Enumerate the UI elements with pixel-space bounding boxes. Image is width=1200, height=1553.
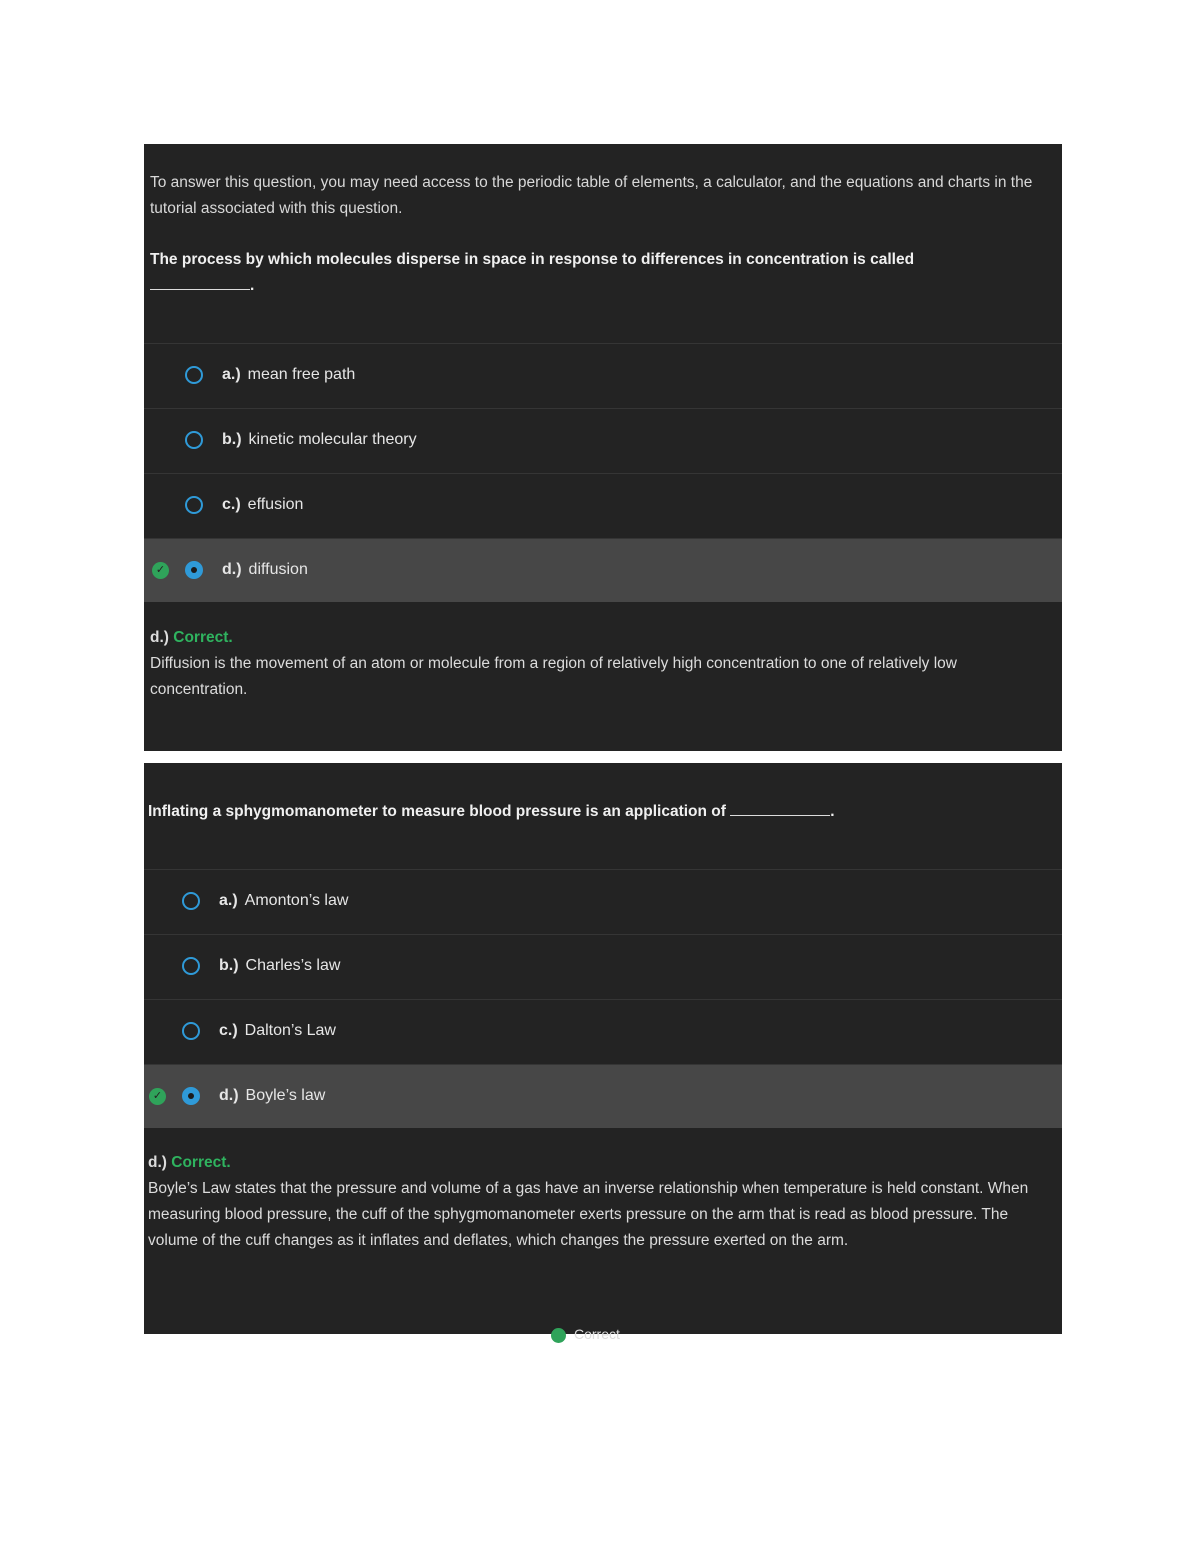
feedback-status: Correct. <box>173 629 233 646</box>
radio-button-icon[interactable] <box>185 561 203 579</box>
option-label: a.) mean free path <box>222 366 356 383</box>
question-prompt <box>150 247 972 299</box>
check-circle-icon: ✓ <box>152 562 169 579</box>
answer-option-c[interactable] <box>144 473 1062 537</box>
question-prompt <box>148 799 1038 825</box>
feedback-explanation: Boyle’s Law states that the pressure and volume of a gas have an inverse relationship when temperature is held constant. When measuring blood pressure, the cuff of the sphygmomanometer exerts pressure on the arm that is read as blood pressure. The volume of the cuff changes as it inflates and deflates, which changes the pressure exerted on the arm. <box>148 1180 1029 1249</box>
question-prompt-text: Inflating a sphygmomanometer to measure blood pressure is an application of <box>148 803 726 820</box>
answer-option-d[interactable] <box>144 1064 1062 1128</box>
answer-blank <box>150 274 250 290</box>
option-label: b.) kinetic molecular theory <box>222 431 417 448</box>
answer-option-a[interactable] <box>144 343 1062 407</box>
radio-button-icon[interactable] <box>182 892 200 910</box>
answer-option-a[interactable] <box>144 869 1062 933</box>
radio-button-icon[interactable] <box>185 431 203 449</box>
question-card-2 <box>144 763 1062 1343</box>
option-label: c.) Dalton’s Law <box>219 1022 336 1039</box>
option-label: d.) Boyle’s law <box>219 1087 326 1104</box>
radio-button-icon[interactable] <box>185 496 203 514</box>
option-label: b.) Charles’s law <box>219 957 341 974</box>
check-circle-icon <box>551 1328 566 1343</box>
radio-button-icon[interactable] <box>182 1087 200 1105</box>
answer-option-d[interactable] <box>144 538 1062 602</box>
prompt-period: . <box>830 803 835 820</box>
option-label: c.) effusion <box>222 496 304 513</box>
result-badge <box>551 1326 620 1343</box>
answer-feedback <box>148 1150 1052 1254</box>
question-instructions: To answer this question, you may need access to the periodic table of elements, a calculator, and the equations and charts in the tutorial associated with this question. <box>150 174 1033 217</box>
radio-button-icon[interactable] <box>185 366 203 384</box>
option-label: d.) diffusion <box>222 561 308 578</box>
option-label: a.) Amonton’s law <box>219 892 349 909</box>
feedback-letter: d.) <box>150 629 169 646</box>
answer-feedback <box>150 625 1038 703</box>
radio-button-icon[interactable] <box>182 957 200 975</box>
check-circle-icon: ✓ <box>149 1088 166 1105</box>
prompt-period: . <box>250 277 255 294</box>
feedback-letter: d.) <box>148 1154 167 1171</box>
feedback-explanation: Diffusion is the movement of an atom or molecule from a region of relatively high concentration to one of relatively low concentration. <box>150 655 957 698</box>
answer-option-b[interactable] <box>144 934 1062 998</box>
radio-button-icon[interactable] <box>182 1022 200 1040</box>
feedback-status: Correct. <box>171 1154 231 1171</box>
question-card-1 <box>144 144 1062 751</box>
answer-option-c[interactable] <box>144 999 1062 1063</box>
result-badge-label: Correct <box>574 1326 620 1343</box>
answer-option-b[interactable] <box>144 408 1062 472</box>
answer-blank <box>730 800 830 816</box>
question-prompt-text: The process by which molecules disperse in space in response to differences in concentration is called <box>150 251 915 268</box>
